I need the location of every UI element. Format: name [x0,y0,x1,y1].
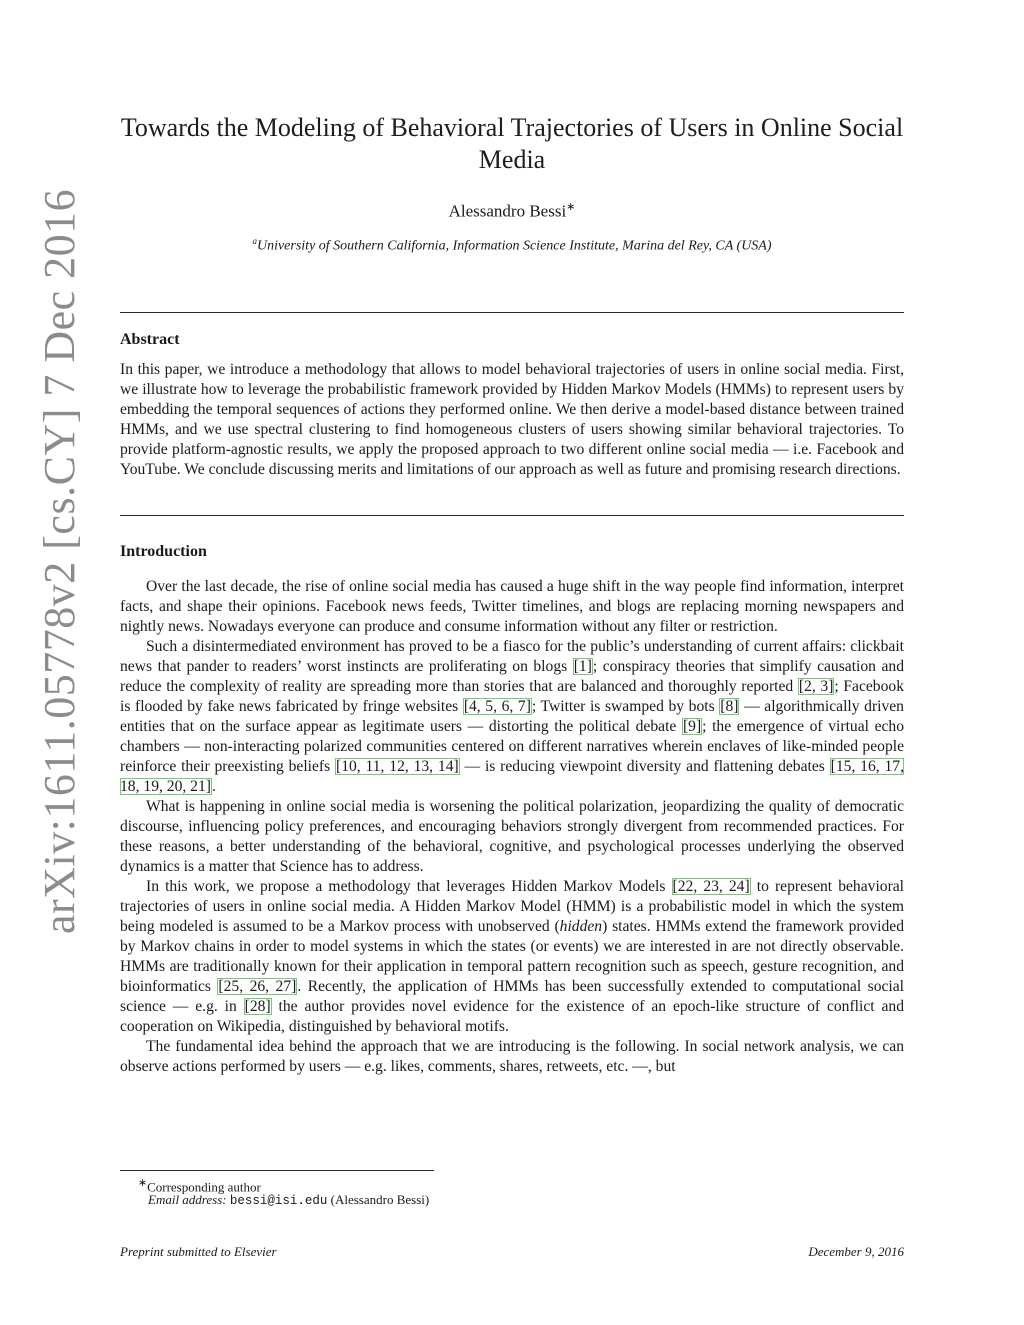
footnote-email [120,1191,904,1210]
footnote-rule [120,1170,434,1171]
arxiv-identifier-stamp[interactable]: arXiv:1611.05778v2 [cs.CY] 7 Dec 2016 [35,188,84,934]
introduction-body [120,577,904,1077]
intro-paragraph-5: The fundamental idea behind the approach that we are introducing is the following. In social network analysis, we can observe actions performed by users — e.g. likes, comments, shares, retweets, etc. —, but [120,1038,904,1075]
author-footnote-mark[interactable]: ∗ [566,201,576,213]
intro-paragraph-4: In this work, we propose a methodology that leverages Hidden Markov Models [22, 23, 24] to represent behavioral trajectories of users in online social media. A Hidden Markov Model (HMM) is a probabilistic model in which the system being modeled is assumed to be a Markov process with unobserved (hidden) states. HMMs extend the framework provided by Markov chains in order to model systems in which the states (or events) we are interested in are not directly observable. HMMs are traditionally known for their application in temporal pattern recognition such as speech, gesture recognition, and bioinformatics [25, 26, 27]. Recently, the application of HMMs has been successfully extended to computational social science — e.g. in [28] the author provides novel evidence for the existence of an epoch-like structure of conflict and cooperation on Wikipedia, distinguished by behavioral motifs. [120,878,905,1035]
footnote-email-address[interactable]: bessi@isi.edu [229,1194,328,1208]
affiliation-mark: a [252,236,257,246]
intro-paragraph-1: Over the last decade, the rise of online social media has caused a huge shift in the way people find information, interpret facts, and shape their opinions. Facebook news feeds, Twitter timelines, and blogs are replacing morning newspapers and nightly news. Nowadays everyone can produce and consume information without any filter or restriction. [120,578,904,635]
footnote-mark: ∗ [138,1177,148,1189]
affiliation-text: University of Southern California, Information Science Institute, Marina del Rey, CA (USA) [256,238,772,254]
citation-link[interactable]: [10, 11, 12, 13, 14] [336,758,459,775]
introduction-heading: Introduction [120,543,207,560]
citation-link[interactable]: [8] [720,698,739,715]
footnote-corresponding-text: Corresponding author [147,1179,261,1195]
affiliation-line [120,236,904,255]
paper-title: Towards the Modeling of Behavioral Trajectories of Users in Online Social Media [120,113,904,174]
citation-link[interactable]: [9] [682,718,702,735]
footnote-email-owner: (Alessandro Bessi) [330,1192,430,1207]
citation-link[interactable]: [15, 16, 17, 18, 19, 20, 21] [120,758,904,795]
abstract-heading: Abstract [120,331,180,348]
citation-link[interactable]: [1] [573,658,592,675]
abstract-bottom-rule [120,515,904,516]
abstract-paragraph: In this paper, we introduce a methodology that allows to model behavioral trajectories of users in online social media. First, we illustrate how to leverage the probabilistic framework provided by Hidden Markov Models (HMMs) to represent users by embedding the temporal sequences of actions they performed online. We then derive a model-based distance between trained HMMs, and we use spectral clustering to find homogeneous clusters of users showing similar behavioral trajectories. To provide platform-agnostic results, we apply the proposed approach to two different online social media — i.e. Facebook and YouTube. We conclude discussing merits and limitations of our approach as well as future and promising research directions. [120,361,904,478]
footer-preprint-note: Preprint submitted to Elsevier [120,1244,277,1259]
abstract-top-rule [120,312,904,313]
footer-date: December 9, 2016 [808,1244,904,1259]
emphasis-hidden: hidden [559,918,603,935]
footnote-email-label: Email address: [148,1192,227,1207]
author-line [120,200,904,222]
citation-link[interactable]: [25, 26, 27] [218,978,297,995]
author-name: Alessandro Bessi [448,201,567,221]
intro-paragraph-2: Such a disintermediated environment has proved to be a fiasco for the public’s understanding of current affairs: clickbait news that pander to readers’ worst instincts are proliferating on blogs [1]; conspiracy theories that simplify causation and reduce the complexity of reality are spreading more than stories that are balanced and thoroughly reported [2, 3]; Facebook is flooded by fake news fabricated by fringe websites [4, 5, 6, 7]; Twitter is swamped by bots [8] — algorithmically driven entities that on the surface appear as legitimate users — distorting the political debate [9]; the emergence of virtual echo chambers — non-interacting polarized communities centered on different narratives wherein enclaves of like-minded people reinforce their preexisting beliefs [10, 11, 12, 13, 14] — is reducing viewpoint diversity and flattening debates [15, 16, 17, 18, 19, 20, 21]. [120,638,905,795]
citation-link[interactable]: [4, 5, 6, 7] [463,698,531,715]
abstract-body [120,360,904,480]
citation-link[interactable]: [2, 3] [798,678,834,695]
intro-paragraph-3: What is happening in online social media is worsening the political polarization, jeopardizing the quality of democratic discourse, influencing policy preferences, and encouraging behaviors strongly divergent from recommended practices. For these reasons, a better understanding of the behavioral, cognitive, and psychological processes underlying the observed dynamics is a matter that Science has to address. [120,798,904,875]
citation-link[interactable]: [22, 23, 24] [672,878,750,895]
citation-link[interactable]: [28] [244,998,271,1015]
